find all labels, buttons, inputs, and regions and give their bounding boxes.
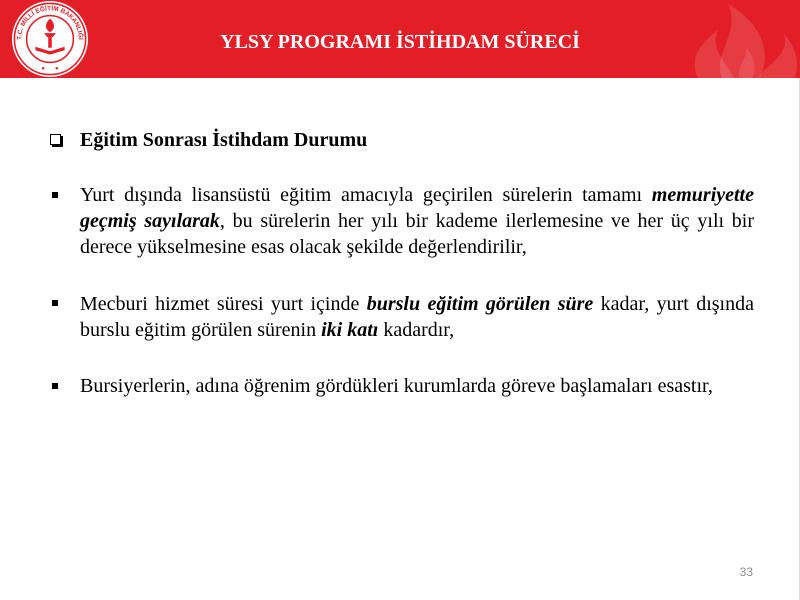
paragraph-text: Mecburi hizmet süresi yurt içinde [80,293,367,315]
shadowed-checkbox-bullet-icon [50,134,61,145]
paragraph-text: Bursiyerlerin, adına öğrenim gördükleri kurumlarda göreve başlamaları esastır, [80,375,713,397]
bullet-paragraph-mandatory-service [80,291,754,343]
emphasis-text: iki katı [321,319,379,341]
square-bullet-icon [52,192,58,198]
title-banner [0,0,800,78]
paragraph-text: kadar, yurt dışında burslu eğitim görülen sürenin [80,293,754,341]
emphasis-text: memuriyette geçmiş sayılarak [80,184,754,232]
paragraph-text: Yurt dışında lisansüstü eğitim amacıyla geçirilen sürelerin tamamı [80,184,652,206]
bullet-paragraph-start-duty [80,373,754,399]
logo-lettering: T.C. MİLLİ EĞİTİM BAKANLIĞI [16,5,84,40]
meb-emblem-icon [11,0,89,78]
section-heading: Eğitim Sonrası İstihdam Durumu [80,129,368,151]
bullet-paragraph-service-credit [80,182,754,260]
page-number: 33 [739,565,753,579]
paragraph-text: kadardır, [378,319,455,341]
paragraph-text: , bu sürelerin her yılı bir kademe ilerlemesine ve her üç yılı bir derece yükselmesine esas olacak şekilde değerlendirilir, [80,210,754,258]
square-bullet-icon [52,300,58,306]
emphasis-text: burslu eğitim görülen süre [366,293,594,315]
square-bullet-icon [52,383,58,389]
slide-title: YLSY PROGRAMI İSTİHDAM SÜRECİ [220,31,580,53]
